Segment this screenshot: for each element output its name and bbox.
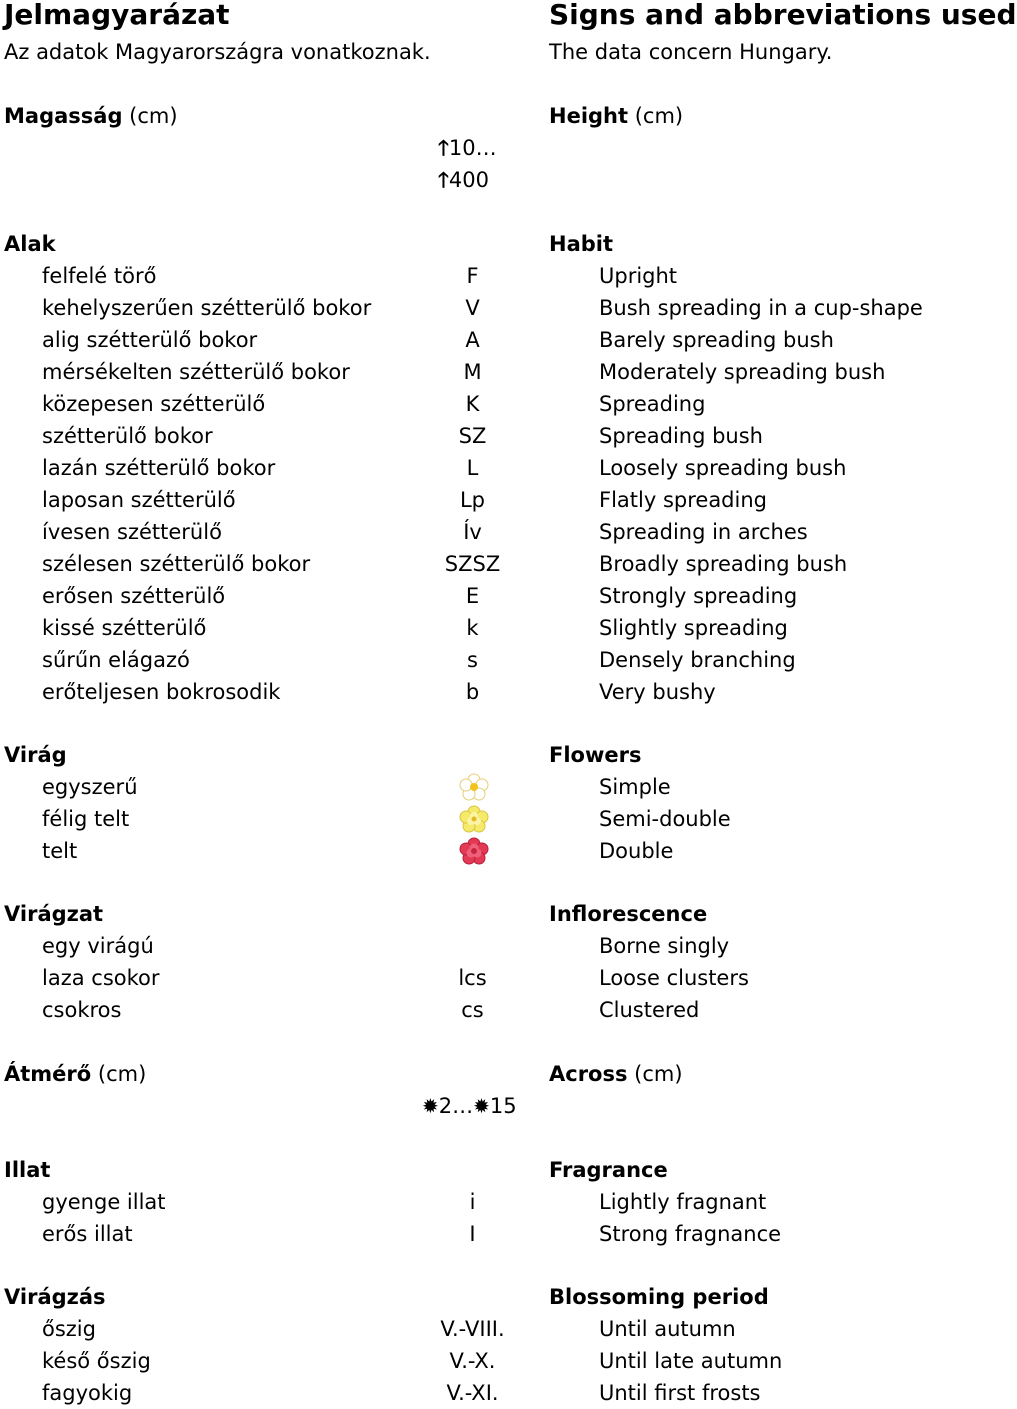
blossoming-code: V.-VIII. [440, 1317, 505, 1341]
habit-row [0, 516, 960, 548]
inflorescence-code: cs [461, 998, 484, 1022]
up-arrow-icon: 🡑 [438, 136, 449, 160]
blossoming-heading-row [0, 1281, 960, 1313]
habit-row [0, 324, 960, 356]
inflorescence-label-hu: csokros [42, 998, 122, 1022]
habit-code: SZSZ [444, 552, 501, 576]
habit-row [0, 644, 960, 676]
habit-label-hu: lazán szétterülő bokor [42, 456, 276, 480]
inflorescence-label-en: Borne singly [599, 934, 730, 958]
habit-label-en: Upright [599, 264, 678, 288]
habit-label-hu: erősen szétterülő [42, 584, 226, 608]
habit-row [0, 260, 960, 292]
flower-label-hu: telt [42, 839, 78, 863]
habit-row [0, 676, 960, 708]
habit-row [0, 452, 960, 484]
blossoming-label-en: Until autumn [599, 1317, 736, 1341]
flower-label-en: Semi-double [599, 807, 731, 831]
habit-code: E [465, 584, 480, 608]
habit-code: M [463, 360, 482, 384]
hungarian-title: Jelmagyarázat [4, 0, 230, 31]
habit-label-hu: kehelyszerűen szétterülő bokor [42, 296, 372, 320]
flower-label-hu: félig telt [42, 807, 130, 831]
habit-label-en: Very bushy [599, 680, 716, 704]
habit-label-hu: felfelé törő [42, 264, 157, 288]
habit-label-en: Strongly spreading [599, 584, 798, 608]
height-heading-en: Height (cm) [549, 104, 684, 128]
flowers-heading-en: Flowers [549, 743, 642, 767]
height-min-row [0, 132, 960, 164]
fragrance-code: i [469, 1190, 476, 1214]
habit-code: b [465, 680, 480, 704]
across-heading-hu: Átmérő (cm) [4, 1062, 147, 1086]
fragrance-heading-en: Fragrance [549, 1158, 668, 1182]
fragrance-heading-row [0, 1154, 960, 1186]
flower-row [0, 771, 960, 803]
habit-label-hu: ívesen szétterülő [42, 520, 222, 544]
habit-label-en: Barely spreading bush [599, 328, 834, 352]
fragrance-row [0, 1186, 960, 1218]
inflorescence-code: lcs [458, 966, 487, 990]
habit-label-en: Bush spreading in a cup-shape [599, 296, 923, 320]
habit-code: A [465, 328, 480, 352]
habit-row [0, 292, 960, 324]
burst-icon: ✹ [473, 1094, 490, 1118]
blossoming-label-hu: késő őszig [42, 1349, 151, 1373]
up-arrow-icon: 🡑 [438, 168, 449, 192]
across-range-value: ✹2…✹15 [422, 1094, 517, 1118]
habit-label-hu: szélesen szétterülő bokor [42, 552, 311, 576]
blossoming-row [0, 1377, 960, 1409]
habit-code: s [467, 648, 478, 672]
across-heading-en: Across (cm) [549, 1062, 683, 1086]
inflorescence-row [0, 994, 960, 1026]
habit-label-en: Broadly spreading bush [599, 552, 848, 576]
habit-label-en: Spreading [599, 392, 706, 416]
habit-label-hu: kissé szétterülő [42, 616, 207, 640]
fragrance-row [0, 1218, 960, 1250]
habit-code: V [465, 296, 480, 320]
height-max-row [0, 164, 960, 196]
inflorescence-row [0, 930, 960, 962]
blossoming-label-hu: fagyokig [42, 1381, 133, 1405]
habit-label-hu: közepesen szétterülő [42, 392, 266, 416]
fragrance-label-hu: erős illat [42, 1222, 133, 1246]
height-heading-hu: Magasság (cm) [4, 104, 178, 128]
habit-row [0, 580, 960, 612]
inflorescence-label-en: Clustered [599, 998, 700, 1022]
habit-heading-hu: Alak [4, 232, 56, 256]
blossoming-code: V.-XI. [446, 1381, 499, 1405]
habit-label-hu: sűrűn elágazó [42, 648, 190, 672]
flower-row [0, 835, 960, 867]
hungarian-note: Az adatok Magyarországra vonatkoznak. [4, 40, 431, 64]
inflorescence-heading-en: Inflorescence [549, 902, 708, 926]
height-max-value: 🡑400 [438, 168, 490, 192]
fragrance-heading-hu: Illat [4, 1158, 51, 1182]
habit-label-hu: szétterülő bokor [42, 424, 213, 448]
habit-row [0, 388, 960, 420]
habit-row [0, 356, 960, 388]
habit-row [0, 612, 960, 644]
habit-label-en: Moderately spreading bush [599, 360, 886, 384]
flowers-heading-row [0, 739, 960, 771]
flower-label-en: Double [599, 839, 674, 863]
inflorescence-heading-hu: Virágzat [4, 902, 104, 926]
english-note: The data concern Hungary. [549, 40, 833, 64]
blossoming-row [0, 1313, 960, 1345]
fragrance-label-en: Lightly fragnant [599, 1190, 767, 1214]
habit-label-hu: mérsékelten szétterülő bokor [42, 360, 350, 384]
habit-row [0, 484, 960, 516]
header-row [0, 0, 1017, 32]
inflorescence-label-hu: egy virágú [42, 934, 154, 958]
habit-row [0, 548, 960, 580]
fragrance-label-en: Strong fragnance [599, 1222, 782, 1246]
simple-flower-icon [458, 773, 490, 801]
habit-label-en: Loosely spreading bush [599, 456, 847, 480]
inflorescence-label-en: Loose clusters [599, 966, 749, 990]
flowers-heading-hu: Virág [4, 743, 67, 767]
habit-label-en: Densely branching [599, 648, 796, 672]
blossoming-heading-hu: Virágzás [4, 1285, 106, 1309]
double-flower-icon [458, 837, 490, 865]
habit-code: SZ [458, 424, 487, 448]
blossoming-label-hu: őszig [42, 1317, 96, 1341]
habit-code: k [466, 616, 479, 640]
blossoming-code: V.-X. [449, 1349, 496, 1373]
fragrance-label-hu: gyenge illat [42, 1190, 166, 1214]
habit-code: F [466, 264, 479, 288]
habit-label-en: Spreading bush [599, 424, 763, 448]
flower-label-hu: egyszerű [42, 775, 138, 799]
height-min-value: 🡑10… [438, 136, 497, 160]
across-range-row [0, 1090, 960, 1122]
inflorescence-label-hu: laza csokor [42, 966, 160, 990]
note-row [0, 36, 960, 68]
across-heading-row [0, 1058, 960, 1090]
habit-heading-row [0, 228, 960, 260]
habit-label-hu: laposan szétterülő [42, 488, 236, 512]
blossoming-label-en: Until late autumn [599, 1349, 783, 1373]
semi-double-flower-icon [458, 805, 490, 833]
english-title: Signs and abbreviations used [549, 0, 1017, 31]
inflorescence-row [0, 962, 960, 994]
flower-label-en: Simple [599, 775, 671, 799]
habit-code: Lp [459, 488, 486, 512]
habit-code: K [465, 392, 480, 416]
blossoming-heading-en: Blossoming period [549, 1285, 769, 1309]
habit-row [0, 420, 960, 452]
habit-label-en: Flatly spreading [599, 488, 767, 512]
habit-label-en: Spreading in arches [599, 520, 808, 544]
fragrance-code: I [469, 1222, 476, 1246]
blossoming-row [0, 1345, 960, 1377]
habit-code: L [466, 456, 479, 480]
height-heading-row [0, 100, 960, 132]
flower-row [0, 803, 960, 835]
habit-label-en: Slightly spreading [599, 616, 788, 640]
inflorescence-heading-row [0, 898, 960, 930]
burst-icon: ✹ [422, 1094, 439, 1118]
habit-label-hu: erőteljesen bokrosodik [42, 680, 281, 704]
habit-code: Ív [463, 520, 482, 544]
blossoming-label-en: Until first frosts [599, 1381, 761, 1405]
habit-heading-en: Habit [549, 232, 614, 256]
habit-label-hu: alig szétterülő bokor [42, 328, 258, 352]
